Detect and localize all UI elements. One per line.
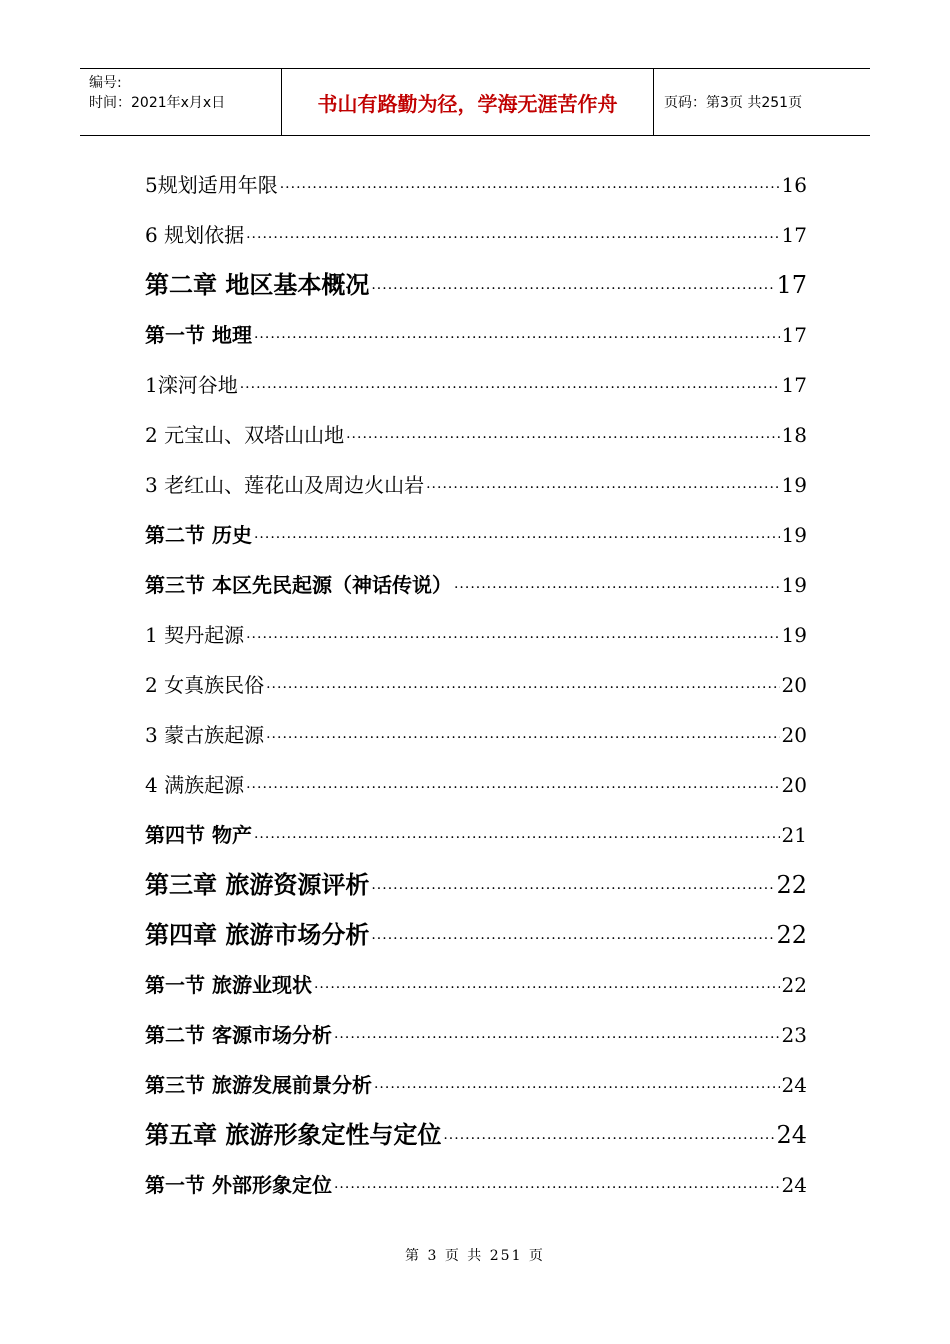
toc-entry-title: 第三章 旅游资源评析 — [145, 870, 370, 899]
toc-entry-page: 20 — [781, 773, 807, 797]
toc-entry-page: 23 — [781, 1023, 807, 1047]
toc-entry-title: 1滦河谷地 — [145, 373, 238, 397]
toc-entry-title: 3 蒙古族起源 — [145, 723, 265, 747]
toc-entry[interactable] — [145, 310, 807, 360]
toc-entry-page: 22 — [781, 973, 807, 997]
toc-entry-title: 5规划适用年限 — [145, 173, 278, 197]
toc-dot-leader — [246, 213, 779, 263]
toc-entry-page: 20 — [781, 673, 807, 697]
toc-entry-title: 第三节 旅游发展前景分析 — [145, 1073, 372, 1097]
toc-entry-page: 17 — [776, 271, 807, 299]
toc-dot-leader — [426, 463, 779, 513]
toc-dot-leader — [240, 363, 780, 413]
header-page-number: 页码：第3页 共251页 — [664, 95, 803, 111]
toc-dot-leader — [266, 663, 779, 713]
toc-entry[interactable] — [145, 610, 807, 660]
toc-entry-title: 第四章 旅游市场分析 — [145, 920, 370, 949]
toc-dot-leader — [334, 1013, 780, 1063]
toc-entry-title: 第一节 地理 — [145, 323, 252, 347]
toc-dot-leader — [334, 1163, 780, 1213]
toc-entry-page: 19 — [781, 573, 807, 597]
page-header — [80, 68, 870, 136]
toc-dot-leader — [254, 313, 780, 363]
toc-entry-title: 第三节 本区先民起源（神话传说） — [145, 573, 452, 597]
toc-entry-title: 6 规划依据 — [145, 223, 245, 247]
toc-entry[interactable] — [145, 960, 807, 1010]
toc-entry-title: 第一节 旅游业现状 — [145, 973, 312, 997]
toc-entry-title: 第四节 物产 — [145, 823, 252, 847]
toc-entry-title: 第二节 客源市场分析 — [145, 1023, 332, 1047]
toc-dot-leader — [454, 563, 780, 613]
toc-entry-page: 24 — [781, 1073, 807, 1097]
header-meta — [80, 69, 282, 135]
toc-entry-page: 19 — [781, 473, 807, 497]
toc-entry[interactable] — [145, 1160, 807, 1210]
toc-entry-page: 18 — [781, 423, 807, 447]
toc-entry-page: 21 — [781, 823, 807, 847]
toc-entry[interactable] — [145, 460, 807, 510]
toc-entry-page: 22 — [776, 921, 807, 949]
toc-dot-leader — [314, 963, 780, 1013]
toc-entry-title: 第一节 外部形象定位 — [145, 1173, 332, 1197]
toc-entry[interactable] — [145, 1060, 807, 1110]
toc-entry[interactable] — [145, 410, 807, 460]
toc-entry-title: 1 契丹起源 — [145, 623, 245, 647]
toc-dot-leader — [246, 763, 779, 813]
toc-dot-leader — [254, 513, 780, 563]
toc-entry-title: 第二节 历史 — [145, 523, 252, 547]
toc-entry-page: 22 — [776, 871, 807, 899]
toc-dot-leader — [443, 1114, 774, 1164]
toc-entry[interactable] — [145, 510, 807, 560]
toc-dot-leader — [346, 413, 779, 463]
toc-entry[interactable] — [145, 1110, 807, 1160]
toc-entry-page: 17 — [781, 223, 807, 247]
toc-entry-title: 2 女真族民俗 — [145, 673, 265, 697]
toc-entry[interactable] — [145, 760, 807, 810]
document-number-label: 编号: — [89, 75, 122, 91]
toc-dot-leader — [280, 163, 780, 213]
toc-entry-page: 17 — [781, 323, 807, 347]
toc-dot-leader — [254, 813, 780, 863]
toc-entry[interactable] — [145, 910, 807, 960]
toc-entry-page: 17 — [781, 373, 807, 397]
toc-dot-leader — [371, 864, 774, 914]
toc-dot-leader — [246, 613, 779, 663]
toc-dot-leader — [266, 713, 779, 763]
toc-entry-page: 19 — [781, 623, 807, 647]
toc-entry[interactable] — [145, 160, 807, 210]
header-motto: 书山有路勤为径，学海无涯苦作舟 — [282, 69, 654, 135]
toc-dot-leader — [371, 914, 774, 964]
toc-entry-page: 24 — [776, 1121, 807, 1149]
toc-entry[interactable] — [145, 210, 807, 260]
toc-entry-page: 24 — [781, 1173, 807, 1197]
table-of-contents — [145, 160, 807, 1210]
toc-entry[interactable] — [145, 710, 807, 760]
toc-entry[interactable] — [145, 360, 807, 410]
page-footer: 第 3 页 共 251 页 — [405, 1248, 545, 1264]
toc-entry-title: 第二章 地区基本概况 — [145, 270, 370, 299]
toc-dot-leader — [374, 1063, 780, 1113]
toc-entry[interactable] — [145, 810, 807, 860]
toc-entry-page: 16 — [781, 173, 807, 197]
toc-entry-title: 4 满族起源 — [145, 773, 245, 797]
document-date-label: 时间：2021年x月x日 — [89, 95, 226, 111]
toc-entry-page: 20 — [781, 723, 807, 747]
toc-dot-leader — [371, 264, 774, 314]
toc-entry-page: 19 — [781, 523, 807, 547]
toc-entry[interactable] — [145, 560, 807, 610]
toc-entry-title: 第五章 旅游形象定性与定位 — [145, 1120, 442, 1149]
toc-entry[interactable] — [145, 260, 807, 310]
toc-entry-title: 3 老红山、莲花山及周边火山岩 — [145, 473, 425, 497]
toc-entry-title: 2 元宝山、双塔山山地 — [145, 423, 345, 447]
toc-entry[interactable] — [145, 860, 807, 910]
toc-entry[interactable] — [145, 660, 807, 710]
toc-entry[interactable] — [145, 1010, 807, 1060]
